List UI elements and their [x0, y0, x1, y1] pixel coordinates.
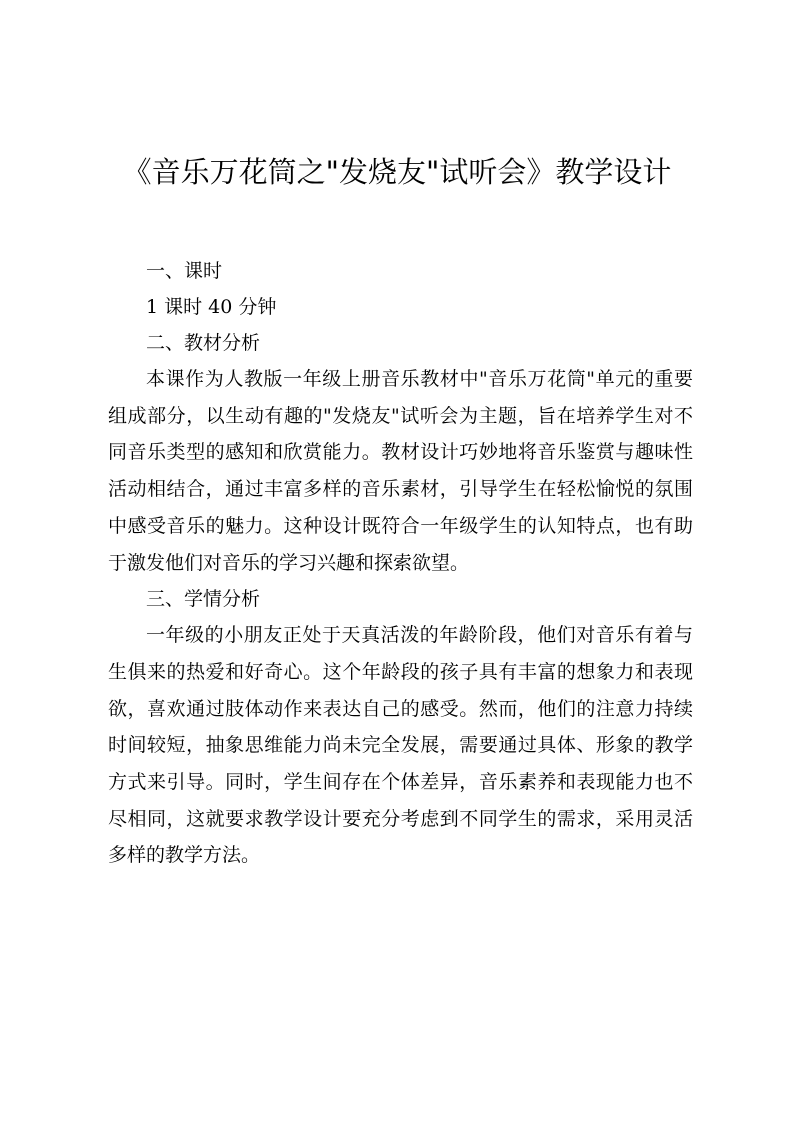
document-title: 《音乐万花筒之"发烧友"试听会》教学设计	[122, 155, 672, 189]
section-text-class-hours: 1 课时 40 分钟	[146, 296, 277, 318]
section-heading-learner-analysis: 三、学情分析	[146, 588, 261, 611]
document-body	[108, 253, 693, 874]
section-heading-class-hours: 一、课时	[146, 260, 223, 282]
section-heading-textbook-analysis: 二、教材分析	[146, 332, 261, 354]
section-text-textbook-analysis: 本课作为人教版一年级上册音乐教材中"音乐万花筒"单元的重要组成部分，以生动有趣的"发烧友"试听会为主题，旨在培养学生对不同音乐类型的感知和欣赏能力。教材设计巧妙地将音乐鉴赏与趣味性活动相结合，通过丰富多样的音乐素材，引导学生在轻松愉悦的氛围中感受音乐的魅力。这种设计既符合一年级学生的认知特点，也有助于激发他们对音乐的学习兴趣和探索欲望。	[108, 368, 693, 574]
section-text-learner-analysis: 一年级的小朋友正处于天真活泼的年龄阶段，他们对音乐有着与生俱来的热爱和好奇心。这个年龄段的孩子具有丰富的想象力和表现欲，喜欢通过肢体动作来表达自己的感受。然而，他们的注意力持续时间较短，抽象思维能力尚未完全发展，需要通过具体、形象的教学方式来引导。同时，学生间存在个体差异，音乐素养和表现能力也不尽相同，这就要求教学设计要充分考虑到不同学生的需求，采用灵活多样的教学方法。	[108, 624, 693, 867]
